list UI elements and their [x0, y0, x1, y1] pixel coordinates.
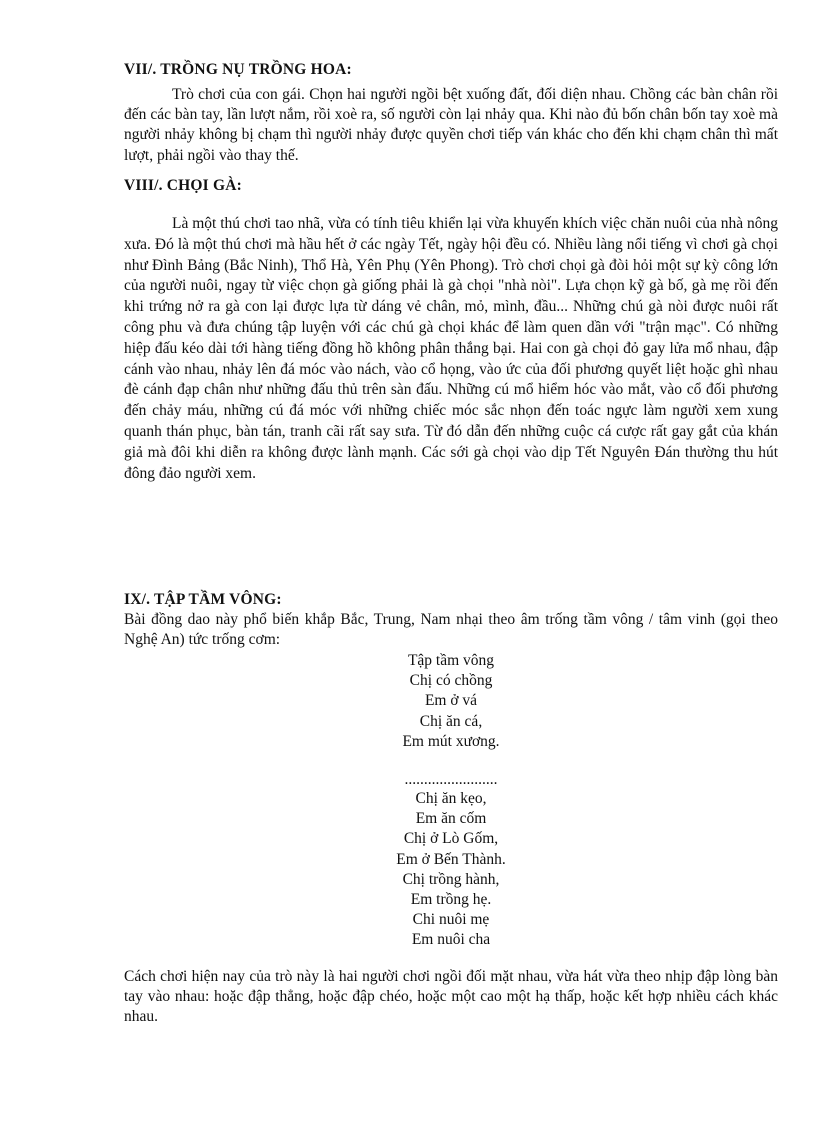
poem-line: Em ở Bến Thành. [396, 850, 506, 868]
poem-stanza-1 [124, 651, 778, 752]
poem-line: Em nuôi cha [411, 931, 491, 949]
poem-line: Chị trồng hành, [402, 870, 500, 888]
poem-stanza-2 [124, 789, 778, 951]
paragraph-trong-nu: Trò chơi của con gái. Chọn hai người ngồi bệt xuống đất, đối diện nhau. Chồng các bàn chân rồi đến các bàn tay, lần lượt nắm, rồi xoè ra, số người còn lại nhảy qua. Khi nào đủ bốn chân bốn tay xoè mà người nhảy không bị chạm thì người nhảy được quyền chơi tiếp ván khác cho đến khi chạm chân thì mất lượt, phải ngồi vào thay thế. [124, 86, 778, 164]
poem-line: Chị có chồng [409, 672, 493, 690]
section-heading-tap-tam-vong: IX/. TẬP TẦM VÔNG: [124, 591, 282, 608]
poem-line: Em trồng hẹ. [410, 891, 492, 909]
poem-line: Em ở vá [424, 692, 478, 710]
poem-line: Chị ăn cá, [419, 712, 483, 730]
poem-line: Em mút xương. [402, 732, 500, 750]
paragraph-tap-tam-vong-closing: Cách chơi hiện nay của trò này là hai người chơi ngồi đối mặt nhau, vừa hát vừa theo nhịp đập lòng bàn tay vào nhau: hoặc đập thẳng, hoặc đập chéo, hoặc một cao một hạ thấp, hoặc kết hợp nhiều cách khác nhau. [124, 968, 778, 1026]
paragraph-choi-ga: Là một thú chơi tao nhã, vừa có tính tiêu khiển lại vừa khuyến khích việc chăn nuôi của nhà nông xưa. Đó là một thú chơi mà hầu hết ở các ngày Tết, ngày hội đều có. Nhiều làng nổi tiếng vì chơi gà chọi như Đình Bảng (Bắc Ninh), Thổ Hà, Yên Phụ (Yên Phong). Trò chơi chọi gà đòi hỏi một sự kỳ công lớn của người nuôi, ngay từ việc chọn gà giống phải là gà chọi "nhà nòi". Lựa chọn kỹ gà bố, gà mẹ rồi đến khi trứng nở ra gà con lại được lựa từ dáng vẻ chân, mỏ, mình, đầu... Những chú gà nòi được nuôi rất công phu và đưa chúng tập luyện với các chú gà chọi khác để làm quen dần với "trận mạc". Có những hiệp đấu kéo dài tới hàng tiếng đồng hồ không phân thắng bại. Hai con gà chọi đỏ gay lửa mổ nhau, đập cánh vào nhau, nhảy lên đá móc vào nách, vào cổ họng, vào ức của đối phương quyết liệt hoặc ghì nhau đè cánh đạp chân như những đấu thủ trên sàn đấu. Những cú mổ hiểm hóc vào mắt, vào cổ đối phương đến chảy máu, những cú đá móc với những chiếc móc sắc nhọn đến toác ngực làm người xem xung quanh thán phục, bàn tán, tranh cãi rất say sưa. Từ đó dẫn đến những cuộc cá cược rất gay gắt của khán giả mà đôi khi diễn ra không được lành mạnh. Các sới gà chọi vào dịp Tết Nguyên Đán thường thu hút đông đảo người xem. [124, 215, 778, 482]
poem-line: Chị ở Lò Gốm, [403, 830, 499, 848]
poem-line: Tập tầm vông [407, 652, 495, 669]
poem-separator: ........................ [404, 771, 498, 788]
section-heading-choi-ga: VIII/. CHỌI GÀ: [124, 177, 242, 194]
paragraph-tap-tam-vong-intro: Bài đồng dao này phổ biến khắp Bắc, Trung, Nam nhại theo âm trống tầm vông / tâm vinh (gọi theo Nghệ An) tức trống cơm: [124, 611, 778, 649]
poem-line: Chị ăn kẹo, [415, 790, 487, 807]
section-heading-trong-nu: VII/. TRỒNG NỤ TRỒNG HOA: [124, 61, 352, 78]
poem-line: Chi nuôi mẹ [412, 911, 490, 929]
poem-line: Em ăn cốm [415, 810, 487, 828]
